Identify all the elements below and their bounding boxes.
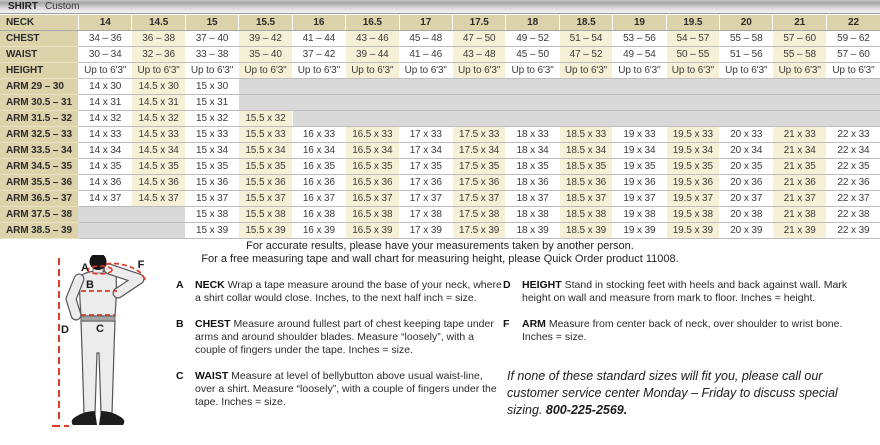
- size-cell: 14.5 x 35: [132, 159, 185, 175]
- size-cell: 20 x 37: [720, 191, 773, 207]
- size-cell: 17.5 x 33: [452, 127, 505, 143]
- size-cell: 14 x 31: [79, 95, 132, 111]
- size-cell: 14 x 34: [79, 143, 132, 159]
- neck-size-header: 14.5: [132, 15, 185, 31]
- size-cell: 17.5 x 38: [452, 207, 505, 223]
- size-cell: [613, 95, 666, 111]
- note-text: NECK Wrap a tape measure around the base of your neck, where a shirt collar would close. Inches, to the next half inch = size.: [195, 279, 502, 304]
- size-cell: 21 x 33: [773, 127, 826, 143]
- size-cell: 16.5 x 35: [346, 159, 399, 175]
- size-cell: 43 – 46: [346, 31, 399, 47]
- figure-label-neck: A: [81, 262, 89, 274]
- size-cell: 18.5 x 35: [559, 159, 612, 175]
- size-cell: 53 – 56: [613, 31, 666, 47]
- size-cell: 43 – 48: [452, 47, 505, 63]
- size-cell: 54 – 57: [666, 31, 719, 47]
- size-cell: 15 x 38: [185, 207, 238, 223]
- size-cell: 19.5 x 35: [666, 159, 719, 175]
- size-cell: 15.5 x 34: [239, 143, 292, 159]
- size-cell: 19.5 x 39: [666, 223, 719, 239]
- table-row: [0, 191, 880, 207]
- size-cell: [826, 95, 880, 111]
- measurement-note-b: [176, 318, 506, 357]
- size-cell: 19 x 38: [613, 207, 666, 223]
- size-cell: Up to 6'3": [452, 63, 505, 79]
- size-cell: 21 x 39: [773, 223, 826, 239]
- size-cell: Up to 6'3": [720, 63, 773, 79]
- size-cell: 19 x 39: [613, 223, 666, 239]
- size-cell: 47 – 50: [452, 31, 505, 47]
- size-cell: 16 x 38: [292, 207, 345, 223]
- size-chart-body: [0, 15, 880, 239]
- size-cell: 14.5 x 31: [132, 95, 185, 111]
- size-cell: 16.5 x 36: [346, 175, 399, 191]
- note-letter: D: [503, 279, 511, 291]
- size-cell: Up to 6'3": [185, 63, 238, 79]
- size-cell: 19.5 x 38: [666, 207, 719, 223]
- size-cell: 14.5 x 34: [132, 143, 185, 159]
- size-cell: 49 – 54: [613, 47, 666, 63]
- row-label: ARM 33.5 – 34: [0, 143, 79, 159]
- size-cell: [292, 95, 345, 111]
- row-label: ARM 30.5 – 31: [0, 95, 79, 111]
- size-cell: 17 x 36: [399, 175, 452, 191]
- size-cell: [132, 223, 185, 239]
- table-row: [0, 143, 880, 159]
- size-cell: [346, 95, 399, 111]
- size-cell: Up to 6'3": [559, 63, 612, 79]
- note-term: NECK: [195, 279, 225, 291]
- size-cell: 14 x 33: [79, 127, 132, 143]
- figure-label-height: D: [61, 324, 69, 336]
- size-cell: 45 – 50: [506, 47, 559, 63]
- size-cell: [79, 207, 132, 223]
- note-text: CHEST Measure around fullest part of chest keeping tape under arms and around shoulder blades. Measure “loosely”, with a couple of fingers under the tape. Inches = size.: [195, 318, 494, 356]
- size-cell: 18 x 36: [506, 175, 559, 191]
- size-cell: Up to 6'3": [79, 63, 132, 79]
- neck-size-header: 18.5: [559, 15, 612, 31]
- size-cell: [506, 95, 559, 111]
- note-term: HEIGHT: [522, 279, 562, 291]
- size-cell: 36 – 38: [132, 31, 185, 47]
- table-title-bar: [0, 0, 880, 14]
- size-cell: 21 x 38: [773, 207, 826, 223]
- figure-label-waist: C: [96, 323, 104, 335]
- size-cell: 18.5 x 38: [559, 207, 612, 223]
- belt: [81, 316, 115, 321]
- phone-number: 800-225-2569.: [545, 403, 628, 417]
- size-cell: 22 x 36: [826, 175, 880, 191]
- row-label: ARM 34.5 – 35: [0, 159, 79, 175]
- size-cell: [613, 79, 666, 95]
- size-cell: 15.5 x 35: [239, 159, 292, 175]
- size-cell: 19.5 x 34: [666, 143, 719, 159]
- size-cell: 15.5 x 38: [239, 207, 292, 223]
- note-letter: B: [176, 318, 184, 330]
- neck-header-row: [0, 15, 880, 31]
- size-cell: 18.5 x 33: [559, 127, 612, 143]
- size-cell: 15 x 37: [185, 191, 238, 207]
- size-cell: [720, 95, 773, 111]
- size-cell: 16.5 x 33: [346, 127, 399, 143]
- size-cell: [346, 79, 399, 95]
- figure-label-arm: F: [137, 259, 145, 271]
- size-cell: 17 x 39: [399, 223, 452, 239]
- size-cell: [826, 111, 880, 127]
- table-row: [0, 127, 880, 143]
- note-letter: F: [503, 318, 510, 330]
- size-cell: [452, 95, 505, 111]
- size-cell: 57 – 60: [826, 47, 880, 63]
- neck-size-header: 15.5: [239, 15, 292, 31]
- size-cell: 20 x 39: [720, 223, 773, 239]
- table-row: [0, 47, 880, 63]
- size-cell: [666, 111, 719, 127]
- person-silhouette: [71, 255, 139, 425]
- size-cell: 15 x 36: [185, 175, 238, 191]
- row-label: WAIST: [0, 47, 79, 63]
- size-cell: [346, 111, 399, 127]
- size-cell: 20 x 33: [720, 127, 773, 143]
- size-cell: 20 x 38: [720, 207, 773, 223]
- size-cell: 41 – 44: [292, 31, 345, 47]
- page-title: SHIRT: [8, 1, 38, 12]
- size-cell: 18 x 33: [506, 127, 559, 143]
- neck-size-header: 17.5: [452, 15, 505, 31]
- size-cell: 15 x 39: [185, 223, 238, 239]
- size-cell: 17 x 35: [399, 159, 452, 175]
- note-text: WAIST Measure at level of bellybutton above usual waist-line, over a shirt. Measure “loosely”, with a couple of fingers under the tape. Inches = size.: [195, 370, 497, 408]
- size-cell: [773, 95, 826, 111]
- size-cell: 21 x 36: [773, 175, 826, 191]
- row-label: ARM 31.5 – 32: [0, 111, 79, 127]
- size-cell: 14.5 x 32: [132, 111, 185, 127]
- table-row: [0, 175, 880, 191]
- size-cell: 35 – 40: [239, 47, 292, 63]
- size-cell: 14 x 30: [79, 79, 132, 95]
- note-text: ARM Measure from center back of neck, over shoulder to wrist bone. Inches = size.: [522, 318, 843, 343]
- size-cell: 15.5 x 33: [239, 127, 292, 143]
- notes-column-right: [503, 279, 855, 357]
- size-cell: [826, 79, 880, 95]
- size-cell: 34 – 36: [79, 31, 132, 47]
- size-cell: 15 x 34: [185, 143, 238, 159]
- size-cell: [559, 95, 612, 111]
- size-cell: Up to 6'3": [399, 63, 452, 79]
- table-row: [0, 95, 880, 111]
- size-cell: Up to 6'3": [613, 63, 666, 79]
- special-sizing-note: [507, 368, 859, 419]
- size-cell: [666, 95, 719, 111]
- size-cell: [452, 79, 505, 95]
- table-row: [0, 111, 880, 127]
- measurement-note-d: [503, 279, 855, 305]
- notes-column-left: [176, 279, 506, 422]
- row-label: CHEST: [0, 31, 79, 47]
- size-cell: 22 x 39: [826, 223, 880, 239]
- neck-size-header: 19.5: [666, 15, 719, 31]
- size-cell: 33 – 38: [185, 47, 238, 63]
- size-cell: Up to 6'3": [826, 63, 880, 79]
- table-row: [0, 31, 880, 47]
- note-letter: C: [176, 370, 184, 382]
- size-cell: 20 x 36: [720, 175, 773, 191]
- size-cell: [720, 111, 773, 127]
- table-row: [0, 207, 880, 223]
- size-cell: 51 – 54: [559, 31, 612, 47]
- size-cell: [559, 111, 612, 127]
- measurement-note-f: [503, 318, 855, 344]
- size-cell: 14 x 35: [79, 159, 132, 175]
- size-cell: [399, 95, 452, 111]
- size-cell: 17.5 x 34: [452, 143, 505, 159]
- size-cell: 32 – 36: [132, 47, 185, 63]
- size-cell: 50 – 55: [666, 47, 719, 63]
- size-cell: 17 x 34: [399, 143, 452, 159]
- size-cell: 16 x 33: [292, 127, 345, 143]
- height-measure-line: [52, 258, 69, 426]
- size-cell: 15.5 x 32: [239, 111, 292, 127]
- size-cell: 57 – 60: [773, 31, 826, 47]
- size-cell: 14 x 32: [79, 111, 132, 127]
- note-text: HEIGHT Stand in stocking feet with heels and back against wall. Mark height on wall and measure from mark to floor. Inches = height.: [522, 279, 848, 304]
- neck-size-header: 17: [399, 15, 452, 31]
- size-cell: 39 – 44: [346, 47, 399, 63]
- size-cell: 15 x 35: [185, 159, 238, 175]
- size-cell: 18.5 x 34: [559, 143, 612, 159]
- size-cell: 15 x 30: [185, 79, 238, 95]
- size-cell: 16 x 34: [292, 143, 345, 159]
- measurement-note-c: [176, 370, 506, 409]
- size-cell: 16.5 x 38: [346, 207, 399, 223]
- row-label: ARM 32.5 – 33: [0, 127, 79, 143]
- neck-size-header: 20: [720, 15, 773, 31]
- measurement-note-a: [176, 279, 506, 305]
- row-label: ARM 38.5 – 39: [0, 223, 79, 239]
- table-row: [0, 223, 880, 239]
- size-cell: 15 x 33: [185, 127, 238, 143]
- size-cell: 17.5 x 39: [452, 223, 505, 239]
- size-cell: 18.5 x 37: [559, 191, 612, 207]
- row-label: ARM 37.5 – 38: [0, 207, 79, 223]
- size-cell: 19.5 x 36: [666, 175, 719, 191]
- size-cell: 14.5 x 33: [132, 127, 185, 143]
- size-cell: 19 x 35: [613, 159, 666, 175]
- table-row: [0, 159, 880, 175]
- size-cell: 18 x 37: [506, 191, 559, 207]
- size-cell: 21 x 35: [773, 159, 826, 175]
- size-cell: 19 x 33: [613, 127, 666, 143]
- size-cell: Up to 6'3": [239, 63, 292, 79]
- note-term: WAIST: [195, 370, 229, 382]
- size-cell: 15 x 32: [185, 111, 238, 127]
- size-cell: 22 x 34: [826, 143, 880, 159]
- size-cell: 16 x 37: [292, 191, 345, 207]
- size-cell: [506, 111, 559, 127]
- neck-size-header: 21: [773, 15, 826, 31]
- size-cell: [559, 79, 612, 95]
- size-cell: [292, 79, 345, 95]
- size-cell: 15 x 31: [185, 95, 238, 111]
- size-cell: 18 x 34: [506, 143, 559, 159]
- size-cell: 17.5 x 37: [452, 191, 505, 207]
- size-cell: 47 – 52: [559, 47, 612, 63]
- size-cell: 14.5 x 30: [132, 79, 185, 95]
- size-cell: 22 x 33: [826, 127, 880, 143]
- size-cell: Up to 6'3": [292, 63, 345, 79]
- size-cell: 14.5 x 37: [132, 191, 185, 207]
- size-cell: 39 – 42: [239, 31, 292, 47]
- note-term: CHEST: [195, 318, 231, 330]
- size-cell: Up to 6'3": [773, 63, 826, 79]
- row-label: ARM 29 – 30: [0, 79, 79, 95]
- size-cell: [239, 95, 292, 111]
- neck-size-header: 22: [826, 15, 880, 31]
- size-cell: Up to 6'3": [666, 63, 719, 79]
- right-shoe: [99, 411, 124, 425]
- size-cell: 20 x 34: [720, 143, 773, 159]
- size-cell: 59 – 62: [826, 31, 880, 47]
- size-cell: [79, 223, 132, 239]
- row-label: NECK: [0, 15, 79, 31]
- size-cell: 17 x 33: [399, 127, 452, 143]
- neck-size-header: 19: [613, 15, 666, 31]
- size-cell: 17 x 37: [399, 191, 452, 207]
- size-cell: 17.5 x 36: [452, 175, 505, 191]
- size-cell: 22 x 38: [826, 207, 880, 223]
- size-cell: 21 x 34: [773, 143, 826, 159]
- size-cell: 18 x 39: [506, 223, 559, 239]
- size-cell: 18.5 x 36: [559, 175, 612, 191]
- size-cell: 15.5 x 36: [239, 175, 292, 191]
- size-cell: 15.5 x 37: [239, 191, 292, 207]
- page-subtitle: Custom: [45, 1, 80, 12]
- size-cell: 30 – 34: [79, 47, 132, 63]
- size-cell: [613, 111, 666, 127]
- size-cell: 19 x 36: [613, 175, 666, 191]
- size-cell: 19.5 x 37: [666, 191, 719, 207]
- left-shoe: [72, 411, 97, 425]
- size-cell: [773, 111, 826, 127]
- neck-size-header: 16: [292, 15, 345, 31]
- size-cell: 19 x 34: [613, 143, 666, 159]
- table-row: [0, 79, 880, 95]
- size-cell: [132, 207, 185, 223]
- size-cell: 19 x 37: [613, 191, 666, 207]
- size-cell: 16.5 x 39: [346, 223, 399, 239]
- size-cell: [399, 79, 452, 95]
- size-cell: Up to 6'3": [346, 63, 399, 79]
- intro-line-2: For a free measuring tape and wall chart for measuring height, please Quick Order product 11008.: [201, 253, 679, 265]
- size-cell: 55 – 58: [773, 47, 826, 63]
- size-cell: 37 – 42: [292, 47, 345, 63]
- size-cell: [399, 111, 452, 127]
- table-row: [0, 63, 880, 79]
- neck-size-header: 14: [79, 15, 132, 31]
- size-cell: 14 x 37: [79, 191, 132, 207]
- neck-size-header: 16.5: [346, 15, 399, 31]
- special-sizing-text: If none of these standard sizes will fit you, please call our customer service center Monday – Friday to discuss special sizing.: [507, 369, 838, 417]
- measurement-figure: [20, 255, 180, 445]
- note-term: ARM: [522, 318, 546, 330]
- figure-label-chest: B: [86, 279, 94, 291]
- size-cell: 20 x 35: [720, 159, 773, 175]
- row-label: ARM 36.5 – 37: [0, 191, 79, 207]
- size-cell: [239, 79, 292, 95]
- size-cell: 21 x 37: [773, 191, 826, 207]
- size-cell: Up to 6'3": [506, 63, 559, 79]
- size-cell: 49 – 52: [506, 31, 559, 47]
- size-cell: 16.5 x 37: [346, 191, 399, 207]
- size-cell: [506, 79, 559, 95]
- size-cell: [666, 79, 719, 95]
- size-chart-table: [0, 15, 880, 239]
- size-cell: 14.5 x 36: [132, 175, 185, 191]
- size-cell: 22 x 35: [826, 159, 880, 175]
- size-cell: 19.5 x 33: [666, 127, 719, 143]
- size-cell: 18 x 35: [506, 159, 559, 175]
- size-cell: [292, 111, 345, 127]
- size-cell: 16 x 35: [292, 159, 345, 175]
- size-cell: 16 x 36: [292, 175, 345, 191]
- size-cell: 15.5 x 39: [239, 223, 292, 239]
- size-cell: 55 – 58: [720, 31, 773, 47]
- size-cell: 18 x 38: [506, 207, 559, 223]
- size-cell: 18.5 x 39: [559, 223, 612, 239]
- size-cell: 14 x 36: [79, 175, 132, 191]
- size-cell: [720, 79, 773, 95]
- intro-line-1: For accurate results, please have your measurements taken by another person.: [246, 240, 634, 252]
- size-cell: 22 x 37: [826, 191, 880, 207]
- size-cell: 41 – 46: [399, 47, 452, 63]
- size-cell: [452, 111, 505, 127]
- size-cell: Up to 6'3": [132, 63, 185, 79]
- size-cell: 17 x 38: [399, 207, 452, 223]
- size-cell: 51 – 56: [720, 47, 773, 63]
- size-cell: [773, 79, 826, 95]
- size-cell: 17.5 x 35: [452, 159, 505, 175]
- size-cell: 37 – 40: [185, 31, 238, 47]
- size-cell: 16.5 x 34: [346, 143, 399, 159]
- size-cell: 16 x 39: [292, 223, 345, 239]
- neck-size-header: 15: [185, 15, 238, 31]
- row-label: HEIGHT: [0, 63, 79, 79]
- row-label: ARM 35.5 – 36: [0, 175, 79, 191]
- size-cell: 45 – 48: [399, 31, 452, 47]
- neck-size-header: 18: [506, 15, 559, 31]
- note-letter: A: [176, 279, 184, 291]
